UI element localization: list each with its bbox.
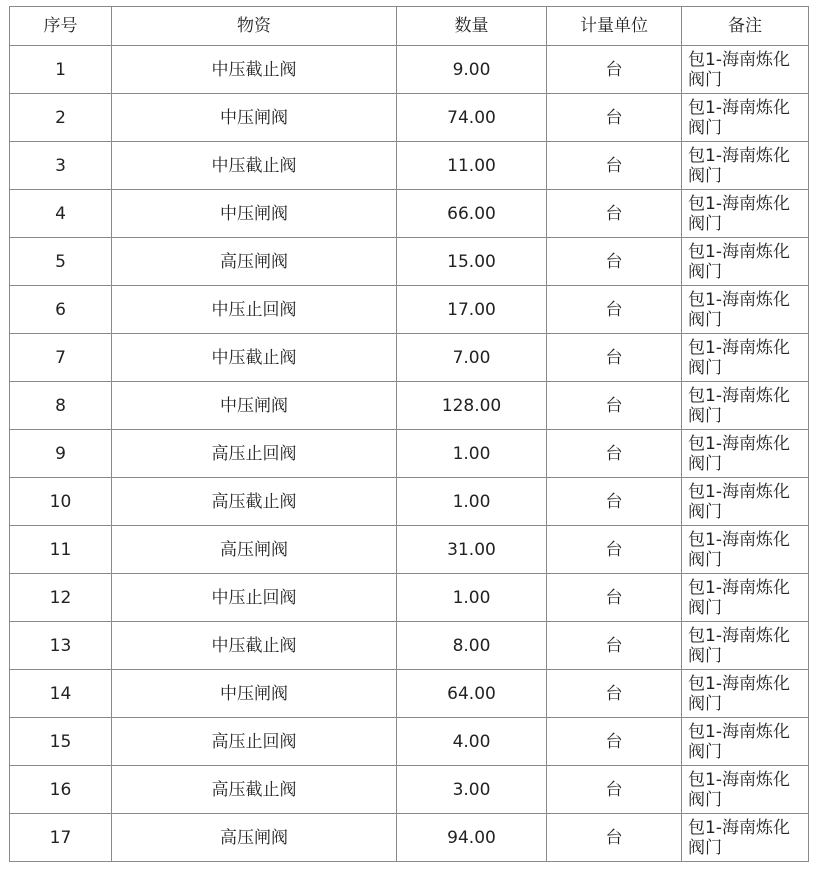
cell-unit: 台	[547, 526, 682, 574]
cell-index: 4	[10, 190, 112, 238]
cell-quantity: 94.00	[397, 814, 547, 862]
cell-unit: 台	[547, 238, 682, 286]
cell-note: 包1-海南炼化阀门	[682, 766, 809, 814]
cell-note: 包1-海南炼化阀门	[682, 238, 809, 286]
cell-index: 7	[10, 334, 112, 382]
table-row	[10, 430, 809, 478]
cell-note: 包1-海南炼化阀门	[682, 526, 809, 574]
cell-quantity: 9.00	[397, 46, 547, 94]
cell-note: 包1-海南炼化阀门	[682, 334, 809, 382]
table-row	[10, 622, 809, 670]
cell-material: 中压闸阀	[112, 94, 397, 142]
table-row	[10, 574, 809, 622]
table-row	[10, 814, 809, 862]
table-row	[10, 238, 809, 286]
cell-note: 包1-海南炼化阀门	[682, 430, 809, 478]
header-note: 备注	[682, 7, 809, 46]
cell-material: 高压止回阀	[112, 718, 397, 766]
cell-material: 中压闸阀	[112, 670, 397, 718]
cell-note: 包1-海南炼化阀门	[682, 622, 809, 670]
cell-note: 包1-海南炼化阀门	[682, 142, 809, 190]
cell-index: 15	[10, 718, 112, 766]
cell-index: 16	[10, 766, 112, 814]
cell-note: 包1-海南炼化阀门	[682, 814, 809, 862]
cell-note: 包1-海南炼化阀门	[682, 286, 809, 334]
cell-quantity: 64.00	[397, 670, 547, 718]
cell-unit: 台	[547, 478, 682, 526]
cell-quantity: 128.00	[397, 382, 547, 430]
cell-material: 高压闸阀	[112, 238, 397, 286]
cell-index: 12	[10, 574, 112, 622]
cell-quantity: 31.00	[397, 526, 547, 574]
cell-index: 11	[10, 526, 112, 574]
cell-index: 1	[10, 46, 112, 94]
header-quantity: 数量	[397, 7, 547, 46]
cell-material: 中压截止阀	[112, 46, 397, 94]
cell-quantity: 3.00	[397, 766, 547, 814]
table-row	[10, 766, 809, 814]
cell-material: 中压闸阀	[112, 190, 397, 238]
cell-index: 2	[10, 94, 112, 142]
table-row	[10, 286, 809, 334]
cell-unit: 台	[547, 190, 682, 238]
materials-table	[9, 6, 809, 862]
header-material: 物资	[112, 7, 397, 46]
cell-unit: 台	[547, 670, 682, 718]
table-row	[10, 190, 809, 238]
cell-unit: 台	[547, 382, 682, 430]
cell-quantity: 1.00	[397, 478, 547, 526]
cell-quantity: 1.00	[397, 430, 547, 478]
cell-material: 中压截止阀	[112, 142, 397, 190]
table-row	[10, 526, 809, 574]
cell-index: 14	[10, 670, 112, 718]
cell-quantity: 11.00	[397, 142, 547, 190]
cell-unit: 台	[547, 142, 682, 190]
cell-note: 包1-海南炼化阀门	[682, 718, 809, 766]
cell-index: 17	[10, 814, 112, 862]
cell-unit: 台	[547, 94, 682, 142]
table-row	[10, 334, 809, 382]
cell-material: 高压闸阀	[112, 526, 397, 574]
cell-material: 中压止回阀	[112, 286, 397, 334]
cell-index: 5	[10, 238, 112, 286]
cell-quantity: 66.00	[397, 190, 547, 238]
cell-index: 13	[10, 622, 112, 670]
header-unit: 计量单位	[547, 7, 682, 46]
table-body	[10, 46, 809, 862]
cell-material: 高压截止阀	[112, 766, 397, 814]
cell-unit: 台	[547, 334, 682, 382]
cell-unit: 台	[547, 766, 682, 814]
cell-material: 中压闸阀	[112, 382, 397, 430]
cell-note: 包1-海南炼化阀门	[682, 574, 809, 622]
table-row	[10, 142, 809, 190]
cell-material: 高压止回阀	[112, 430, 397, 478]
cell-note: 包1-海南炼化阀门	[682, 670, 809, 718]
cell-index: 9	[10, 430, 112, 478]
table-row	[10, 94, 809, 142]
cell-material: 高压闸阀	[112, 814, 397, 862]
cell-index: 8	[10, 382, 112, 430]
table-row	[10, 46, 809, 94]
cell-material: 高压截止阀	[112, 478, 397, 526]
cell-note: 包1-海南炼化阀门	[682, 382, 809, 430]
cell-unit: 台	[547, 814, 682, 862]
cell-note: 包1-海南炼化阀门	[682, 190, 809, 238]
header-index: 序号	[10, 7, 112, 46]
table-row	[10, 478, 809, 526]
cell-quantity: 15.00	[397, 238, 547, 286]
cell-material: 中压截止阀	[112, 334, 397, 382]
cell-note: 包1-海南炼化阀门	[682, 94, 809, 142]
cell-quantity: 4.00	[397, 718, 547, 766]
cell-quantity: 7.00	[397, 334, 547, 382]
cell-material: 中压截止阀	[112, 622, 397, 670]
cell-unit: 台	[547, 574, 682, 622]
table-row	[10, 382, 809, 430]
cell-quantity: 8.00	[397, 622, 547, 670]
table-row	[10, 718, 809, 766]
cell-index: 10	[10, 478, 112, 526]
cell-unit: 台	[547, 286, 682, 334]
cell-index: 3	[10, 142, 112, 190]
cell-quantity: 17.00	[397, 286, 547, 334]
cell-note: 包1-海南炼化阀门	[682, 478, 809, 526]
cell-unit: 台	[547, 46, 682, 94]
cell-unit: 台	[547, 430, 682, 478]
cell-quantity: 74.00	[397, 94, 547, 142]
cell-note: 包1-海南炼化阀门	[682, 46, 809, 94]
cell-material: 中压止回阀	[112, 574, 397, 622]
cell-unit: 台	[547, 718, 682, 766]
cell-index: 6	[10, 286, 112, 334]
cell-unit: 台	[547, 622, 682, 670]
table-header-row	[10, 7, 809, 46]
cell-quantity: 1.00	[397, 574, 547, 622]
table-row	[10, 670, 809, 718]
